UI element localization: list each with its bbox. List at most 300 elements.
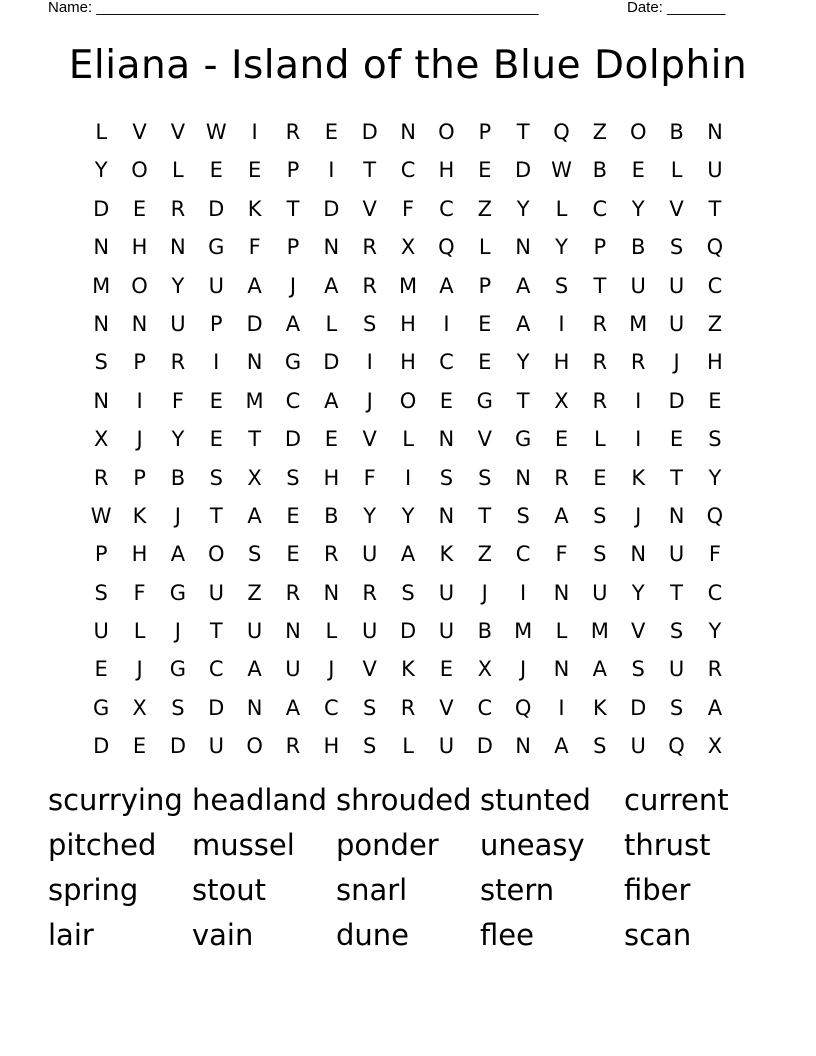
grid-letter: G [514,427,532,452]
grid-letter: R [592,311,608,336]
grid-letter: V [362,657,377,682]
grid-letter: A [324,273,339,298]
word-bank-item: current [624,783,729,817]
grid-letter: D [399,619,417,644]
word-bank-item: ponder [336,828,439,862]
grid-letter: Q [553,120,570,144]
grid-letter: C [477,695,493,720]
grid-letter: L [325,311,338,336]
grid-letter: Y [708,465,722,490]
grid-letter: H [323,465,340,490]
grid-row [82,612,734,650]
grid-row [82,343,734,381]
grid-letter: S [593,542,607,567]
grid-letter: T [286,196,300,221]
grid-letter: N [438,503,455,528]
grid-letter: R [592,388,608,413]
grid-letter: C [515,542,531,567]
grid-letter: S [708,427,722,452]
grid-letter: C [592,196,608,221]
grid-letter: I [635,427,642,452]
grid-letter: H [400,350,416,375]
grid-letter: M [629,311,648,336]
grid-letter: F [248,235,261,260]
grid-letter: A [324,388,339,413]
grid-letter: V [362,196,377,221]
word-bank-item: scurrying [48,783,183,817]
grid-letter: Q [438,235,455,260]
grid-letter: K [132,503,147,528]
grid-letter: R [285,120,301,144]
grid-letter: T [516,120,530,144]
grid-letter: D [323,196,340,221]
grid-letter: K [439,542,454,567]
grid-letter: D [93,734,110,759]
grid-letter: X [93,427,109,452]
grid-letter: I [443,311,450,336]
grid-letter: B [170,465,186,490]
grid-letter: J [289,273,297,298]
grid-letter: Y [555,235,568,260]
grid-row [82,650,734,688]
grid-letter: H [400,311,416,336]
grid-letter: L [172,158,184,183]
grid-letter: V [439,695,454,720]
grid-letter: P [286,158,300,183]
grid-letter: B [631,235,646,260]
grid-letter: L [95,120,108,144]
grid-letter: E [324,427,338,452]
grid-letter: W [551,158,572,183]
grid-letter: A [247,657,262,682]
grid-letter: C [439,350,454,375]
grid-letter: L [670,158,683,183]
grid-letter: I [251,120,258,144]
grid-letter: H [323,734,340,759]
grid-letter: S [209,465,223,490]
grid-letter: A [707,695,723,720]
grid-letter: B [324,503,339,528]
word-bank-row [48,823,768,868]
grid-letter: S [363,695,377,720]
grid-letter: D [476,734,493,759]
grid-letter: D [515,158,532,183]
word-bank-item: scan [624,918,692,952]
grid-letter: D [169,734,186,759]
grid-letter: F [402,196,415,221]
grid-letter: F [555,542,568,567]
grid-letter: N [323,580,340,605]
grid-letter: C [208,657,224,682]
grid-letter: U [707,158,723,183]
grid-letter: R [707,657,723,682]
grid-letter: N [93,388,110,413]
grid-letter: G [476,388,493,413]
word-bank-item: snarl [336,873,408,907]
grid-letter: H [131,235,148,260]
grid-letter: U [170,311,186,336]
grid-letter: N [170,235,186,260]
grid-letter: B [592,158,608,183]
grid-letter: A [247,273,262,298]
word-bank-item: headland [192,783,328,817]
grid-letter: E [132,196,147,221]
grid-letter: E [209,158,223,183]
grid-letter: K [401,657,415,682]
grid-letter: D [361,120,378,144]
grid-letter: C [707,273,723,298]
grid-letter: S [631,657,645,682]
grid-letter: A [285,311,301,336]
grid-letter: R [285,580,301,605]
grid-letter: S [94,350,108,375]
grid-letter: M [590,619,609,644]
grid-row [82,689,734,727]
grid-letter: I [558,311,565,336]
grid-letter: E [324,120,338,144]
grid-letter: O [207,542,225,567]
grid-letter: S [363,734,377,759]
grid-letter: N [515,235,531,260]
grid-letter: R [362,235,377,260]
grid-letter: P [209,311,223,336]
grid-letter: E [439,657,454,682]
grid-letter: I [366,350,373,375]
grid-letter: E [94,657,108,682]
grid-letter: L [555,619,568,644]
grid-letter: X [554,388,569,413]
grid-letter: U [362,542,378,567]
grid-letter: G [208,235,225,260]
grid-letter: A [554,503,569,528]
grid-letter: N [400,120,416,144]
grid-letter: V [362,427,377,452]
grid-letter: U [668,311,685,336]
grid-letter: J [328,657,335,682]
grid-letter: R [285,734,301,759]
grid-letter: D [668,388,685,413]
date-field-label: Date: _______ [627,0,726,16]
grid-letter: Y [363,503,377,528]
grid-letter: F [171,388,184,413]
grid-letter: H [553,350,570,375]
grid-letter: N [630,542,647,567]
letter-grid [82,113,734,766]
grid-letter: B [669,120,684,144]
grid-letter: S [171,695,185,720]
grid-row [82,267,734,305]
grid-letter: E [439,388,454,413]
grid-letter: V [669,196,684,221]
grid-letter: A [515,311,531,336]
grid-letter: O [399,388,417,413]
grid-letter: Y [516,196,530,221]
grid-letter: Q [706,503,724,528]
grid-letter: R [170,196,186,221]
grid-letter: Z [477,542,492,567]
grid-letter: U [668,657,685,682]
grid-letter: N [553,580,570,605]
grid-letter: V [170,120,186,144]
grid-letter: N [707,120,723,144]
grid-letter: G [169,657,187,682]
grid-letter: D [93,196,110,221]
grid-letter: X [132,695,147,720]
grid-letter: E [478,350,492,375]
grid-row [82,574,734,612]
grid-letter: S [516,503,530,528]
word-bank-item: uneasy [480,828,585,862]
grid-letter: A [170,542,186,567]
grid-letter: O [246,734,263,759]
grid-letter: N [246,695,263,720]
grid-letter: Q [668,734,685,759]
grid-letter: P [94,542,108,567]
grid-letter: O [131,158,148,183]
grid-letter: R [592,350,608,375]
grid-letter: T [670,465,683,490]
grid-letter: Y [171,427,185,452]
grid-letter: V [477,427,492,452]
grid-letter: F [708,542,721,567]
grid-letter: L [402,734,414,759]
grid-letter: E [478,311,492,336]
grid-letter: S [94,580,108,605]
word-bank-item: stern [480,873,555,907]
grid-letter: J [366,388,373,413]
grid-letter: A [400,542,416,567]
grid-letter: P [133,465,146,490]
grid-row [82,151,734,189]
grid-letter: U [285,657,301,682]
grid-letter: Z [247,580,262,605]
grid-letter: F [363,465,376,490]
grid-letter: J [635,503,642,528]
grid-letter: R [362,580,377,605]
grid-letter: E [132,734,147,759]
grid-row [82,497,734,535]
grid-letter: D [208,695,225,720]
grid-letter: E [247,158,262,183]
grid-letter: C [707,580,723,605]
grid-letter: D [208,196,225,221]
grid-letter: C [324,695,339,720]
grid-letter: O [438,120,455,144]
grid-letter: X [400,235,416,260]
grid-letter: P [478,273,492,298]
grid-letter: Y [516,350,530,375]
grid-letter: U [438,734,455,759]
grid-letter: S [439,465,454,490]
grid-letter: Y [94,158,108,183]
word-bank-row [48,778,768,823]
grid-row [82,305,734,343]
grid-letter: U [668,542,685,567]
grid-letter: B [477,619,492,644]
grid-letter: M [245,388,264,413]
grid-letter: M [514,619,533,644]
grid-letter: A [247,503,262,528]
grid-letter: D [323,350,340,375]
grid-letter: D [630,695,647,720]
grid-row [82,420,734,458]
grid-letter: T [516,388,530,413]
grid-letter: E [631,158,645,183]
grid-row [82,535,734,573]
word-bank-item: fiber [624,873,691,907]
grid-letter: L [478,235,491,260]
grid-letter: J [174,503,181,528]
grid-letter: E [554,427,569,452]
grid-letter: E [286,503,300,528]
word-bank-item: vain [192,918,254,952]
grid-letter: T [478,503,492,528]
grid-letter: N [131,311,148,336]
grid-letter: T [248,427,262,452]
grid-letter: L [325,619,338,644]
grid-letter: A [515,273,531,298]
word-bank-item: thrust [624,828,711,862]
grid-letter: L [594,427,606,452]
grid-letter: P [286,235,300,260]
grid-letter: I [558,695,565,720]
grid-letter: S [669,695,684,720]
grid-letter: C [439,196,454,221]
grid-letter: T [593,273,607,298]
grid-letter: Z [592,120,608,144]
grid-letter: L [133,619,146,644]
grid-row [82,190,734,228]
grid-letter: N [323,235,340,260]
grid-letter: P [478,120,492,144]
grid-letter: G [284,350,302,375]
word-bank-item: spring [48,873,139,907]
grid-letter: S [669,619,684,644]
grid-letter: K [592,695,607,720]
grid-letter: N [438,427,455,452]
grid-letter: E [209,427,223,452]
grid-letter: S [593,734,607,759]
grid-letter: A [285,695,301,720]
grid-letter: S [363,311,377,336]
word-bank-item: flee [480,918,534,952]
grid-letter: S [554,273,569,298]
grid-letter: U [208,580,224,605]
grid-letter: R [93,465,109,490]
grid-letter: I [328,158,335,183]
grid-letter: N [515,734,531,759]
grid-letter: X [247,465,262,490]
grid-letter: A [439,273,454,298]
grid-letter: R [400,695,416,720]
grid-letter: J [673,350,680,375]
grid-letter: P [133,350,146,375]
word-bank-item: stunted [480,783,591,817]
word-bank-row [48,868,768,913]
grid-letter: D [246,311,263,336]
grid-letter: V [132,120,147,144]
word-bank-item: mussel [192,828,295,862]
grid-letter: S [401,580,415,605]
grid-letter: E [593,465,607,490]
grid-letter: K [247,196,262,221]
grid-letter: I [404,465,412,490]
grid-letter: J [136,657,143,682]
page-title: Eliana - Island of the Blue Dolphin [68,43,748,88]
word-bank-item: lair [48,918,94,952]
grid-letter: R [630,350,646,375]
grid-letter: C [285,388,301,413]
grid-letter: X [707,734,723,759]
grid-letter: E [286,542,300,567]
grid-letter: U [668,273,685,298]
grid-letter: N [246,350,263,375]
grid-letter: I [136,388,143,413]
grid-letter: W [90,503,112,528]
grid-letter: E [478,158,492,183]
grid-letter: Z [707,311,723,336]
grid-letter: S [286,465,300,490]
grid-letter: N [93,311,110,336]
grid-letter: U [630,734,646,759]
grid-letter: R [554,465,569,490]
grid-letter: Y [631,580,645,605]
grid-letter: Y [401,503,415,528]
grid-letter: N [285,619,301,644]
grid-letter: Q [514,695,532,720]
grid-letter: A [592,657,608,682]
grid-letter: J [520,657,527,682]
grid-letter: M [398,273,418,298]
grid-letter: W [205,120,227,144]
grid-row [82,382,734,420]
word-bank-item: shrouded [336,783,472,817]
grid-letter: R [324,542,339,567]
word-bank-item: stout [192,873,266,907]
grid-letter: J [174,619,181,644]
grid-letter: I [520,580,527,605]
grid-letter: J [136,427,143,452]
grid-letter: K [631,465,646,490]
grid-letter: S [247,542,262,567]
grid-letter: U [630,273,646,298]
grid-letter: S [669,235,684,260]
grid-letter: U [93,619,109,644]
grid-letter: P [593,235,607,260]
grid-letter: U [208,734,224,759]
word-bank-item: pitched [48,828,157,862]
grid-letter: G [93,695,110,720]
grid-letter: E [209,388,223,413]
grid-letter: U [246,619,263,644]
grid-letter: N [515,465,531,490]
grid-row [82,459,734,497]
grid-letter: L [402,427,414,452]
grid-letter: L [555,196,568,221]
word-bank [48,778,768,958]
grid-letter: V [631,619,646,644]
grid-letter: U [208,273,224,298]
grid-letter: G [169,580,187,605]
grid-letter: Y [631,196,645,221]
grid-letter: T [209,619,223,644]
grid-letter: F [133,580,146,605]
name-field-label: Name: _____________________________________________________ [48,0,539,16]
grid-letter: A [554,734,569,759]
grid-letter: H [707,350,723,375]
word-bank-row [48,913,768,958]
grid-letter: R [362,273,377,298]
